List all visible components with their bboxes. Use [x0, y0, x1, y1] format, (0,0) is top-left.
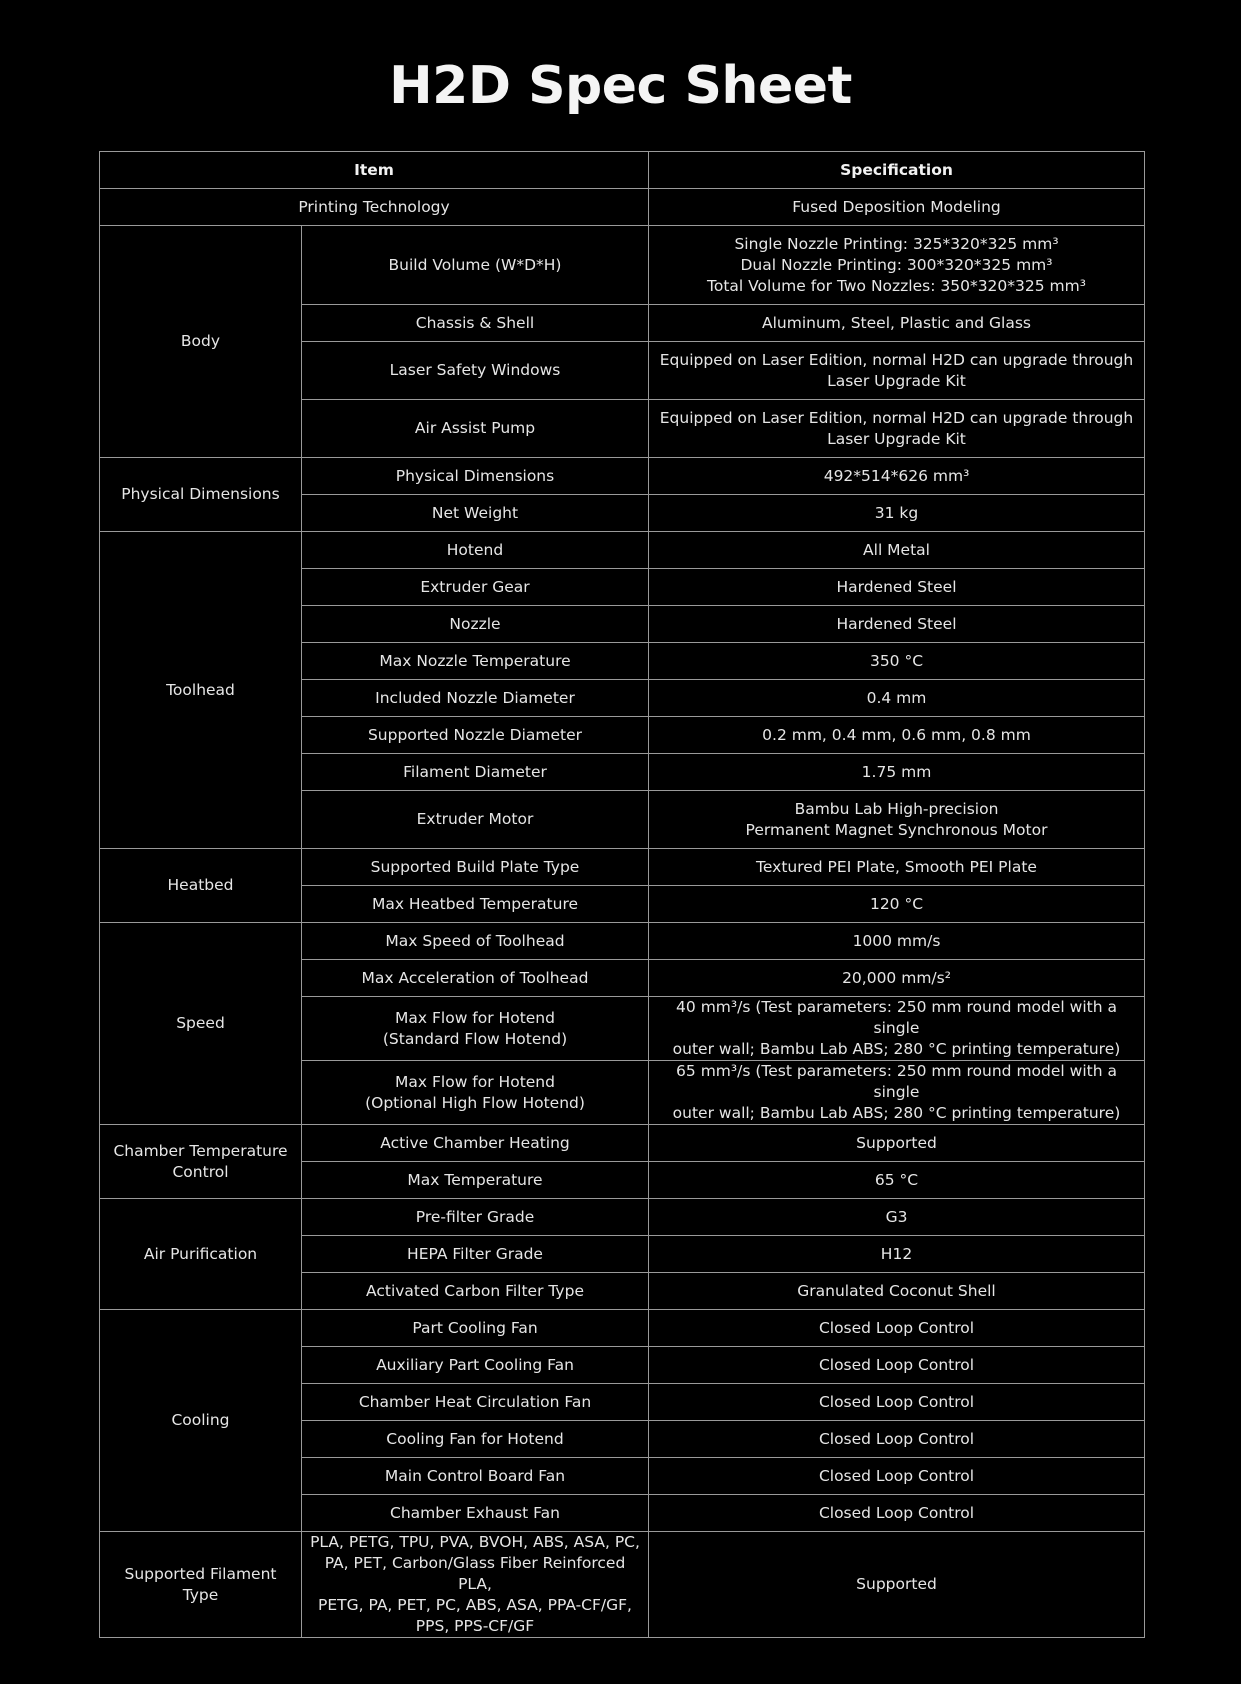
spec-item: Main Control Board Fan [302, 1458, 649, 1495]
group-label: Chamber Temperature Control [100, 1125, 302, 1199]
spec-value: Closed Loop Control [649, 1458, 1145, 1495]
spec-item: PLA, PETG, TPU, PVA, BVOH, ABS, ASA, PC, PA, PET, Carbon/Glass Fiber Reinforced PLA, PETG, PA, PET, PC, ABS, ASA, PPA-CF/GF, PPS, PPS-CF/GF [302, 1532, 649, 1638]
table-row [100, 532, 1145, 569]
spec-item: Physical Dimensions [302, 458, 649, 495]
group-label: Physical Dimensions [100, 458, 302, 532]
spec-item: Air Assist Pump [302, 400, 649, 458]
spec-item: Auxiliary Part Cooling Fan [302, 1347, 649, 1384]
spec-item: Max Temperature [302, 1162, 649, 1199]
group-label: Cooling [100, 1310, 302, 1532]
spec-item: Active Chamber Heating [302, 1125, 649, 1162]
spec-value: Equipped on Laser Edition, normal H2D can upgrade through Laser Upgrade Kit [649, 342, 1145, 400]
spec-item: Activated Carbon Filter Type [302, 1273, 649, 1310]
spec-item: Nozzle [302, 606, 649, 643]
header-row [100, 152, 1145, 189]
spec-value: 65 °C [649, 1162, 1145, 1199]
spec-item: Pre-filter Grade [302, 1199, 649, 1236]
table-row [100, 1199, 1145, 1236]
spec-value: Closed Loop Control [649, 1421, 1145, 1458]
spec-value: G3 [649, 1199, 1145, 1236]
spec-item: Filament Diameter [302, 754, 649, 791]
spec-item: Cooling Fan for Hotend [302, 1421, 649, 1458]
page-title: H2D Spec Sheet [389, 56, 852, 116]
spec-value: 1.75 mm [649, 754, 1145, 791]
header-specification: Specification [649, 152, 1145, 189]
spec-value: 0.4 mm [649, 680, 1145, 717]
header-item: Item [100, 152, 649, 189]
spec-value: Single Nozzle Printing: 325*320*325 mm³ Dual Nozzle Printing: 300*320*325 mm³ Total Volume for Two Nozzles: 350*320*325 mm³ [649, 226, 1145, 305]
spec-value: Closed Loop Control [649, 1347, 1145, 1384]
spec-value: Granulated Coconut Shell [649, 1273, 1145, 1310]
spec-value: Bambu Lab High-precision Permanent Magnet Synchronous Motor [649, 791, 1145, 849]
spec-value: 350 °C [649, 643, 1145, 680]
spec-value: Hardened Steel [649, 606, 1145, 643]
table-row [100, 923, 1145, 960]
spec-value: 40 mm³/s (Test parameters: 250 mm round model with a single outer wall; Bambu Lab ABS; 280 °C printing temperature) [649, 997, 1145, 1061]
spec-table [99, 151, 1145, 1638]
table-row [100, 849, 1145, 886]
spec-value: 0.2 mm, 0.4 mm, 0.6 mm, 0.8 mm [649, 717, 1145, 754]
spec-value: 65 mm³/s (Test parameters: 250 mm round model with a single outer wall; Bambu Lab ABS; 280 °C printing temperature) [649, 1061, 1145, 1125]
spec-value: 31 kg [649, 495, 1145, 532]
spec-item: Max Nozzle Temperature [302, 643, 649, 680]
spec-value: Textured PEI Plate, Smooth PEI Plate [649, 849, 1145, 886]
table-row [100, 189, 1145, 226]
table-row [100, 226, 1145, 305]
spec-item: Build Volume (W*D*H) [302, 226, 649, 305]
group-label: Speed [100, 923, 302, 1125]
spec-value: Equipped on Laser Edition, normal H2D can upgrade through Laser Upgrade Kit [649, 400, 1145, 458]
spec-value: H12 [649, 1236, 1145, 1273]
spec-item: Max Acceleration of Toolhead [302, 960, 649, 997]
spec-value: 20,000 mm/s² [649, 960, 1145, 997]
spec-value: 120 °C [649, 886, 1145, 923]
spec-value: 1000 mm/s [649, 923, 1145, 960]
spec-item: Chamber Exhaust Fan [302, 1495, 649, 1532]
table-row [100, 1310, 1145, 1347]
spec-item: Extruder Gear [302, 569, 649, 606]
spec-item: Chamber Heat Circulation Fan [302, 1384, 649, 1421]
table-row [100, 458, 1145, 495]
spec-value: 492*514*626 mm³ [649, 458, 1145, 495]
spec-item: Net Weight [302, 495, 649, 532]
spec-item: Max Heatbed Temperature [302, 886, 649, 923]
spec-value: Hardened Steel [649, 569, 1145, 606]
spec-item: Part Cooling Fan [302, 1310, 649, 1347]
group-label: Air Purification [100, 1199, 302, 1310]
spec-value: Closed Loop Control [649, 1310, 1145, 1347]
spec-value: Closed Loop Control [649, 1495, 1145, 1532]
spec-item: Max Flow for Hotend (Standard Flow Hotend) [302, 997, 649, 1061]
spec-item: Supported Nozzle Diameter [302, 717, 649, 754]
spec-value: Supported [649, 1125, 1145, 1162]
spec-item: Max Flow for Hotend (Optional High Flow Hotend) [302, 1061, 649, 1125]
spec-item: Extruder Motor [302, 791, 649, 849]
spec-value: Closed Loop Control [649, 1384, 1145, 1421]
spec-item: Printing Technology [100, 189, 649, 226]
table-row [100, 1532, 1145, 1638]
spec-value: Aluminum, Steel, Plastic and Glass [649, 305, 1145, 342]
spec-item: Hotend [302, 532, 649, 569]
spec-value: Supported [649, 1532, 1145, 1638]
spec-item: Supported Build Plate Type [302, 849, 649, 886]
spec-item: Max Speed of Toolhead [302, 923, 649, 960]
spec-item: Chassis & Shell [302, 305, 649, 342]
spec-value: All Metal [649, 532, 1145, 569]
group-label: Supported Filament Type [100, 1532, 302, 1638]
spec-item: HEPA Filter Grade [302, 1236, 649, 1273]
group-label: Body [100, 226, 302, 458]
spec-item: Laser Safety Windows [302, 342, 649, 400]
group-label: Toolhead [100, 532, 302, 849]
table-row [100, 1125, 1145, 1162]
spec-value: Fused Deposition Modeling [649, 189, 1145, 226]
spec-item: Included Nozzle Diameter [302, 680, 649, 717]
group-label: Heatbed [100, 849, 302, 923]
